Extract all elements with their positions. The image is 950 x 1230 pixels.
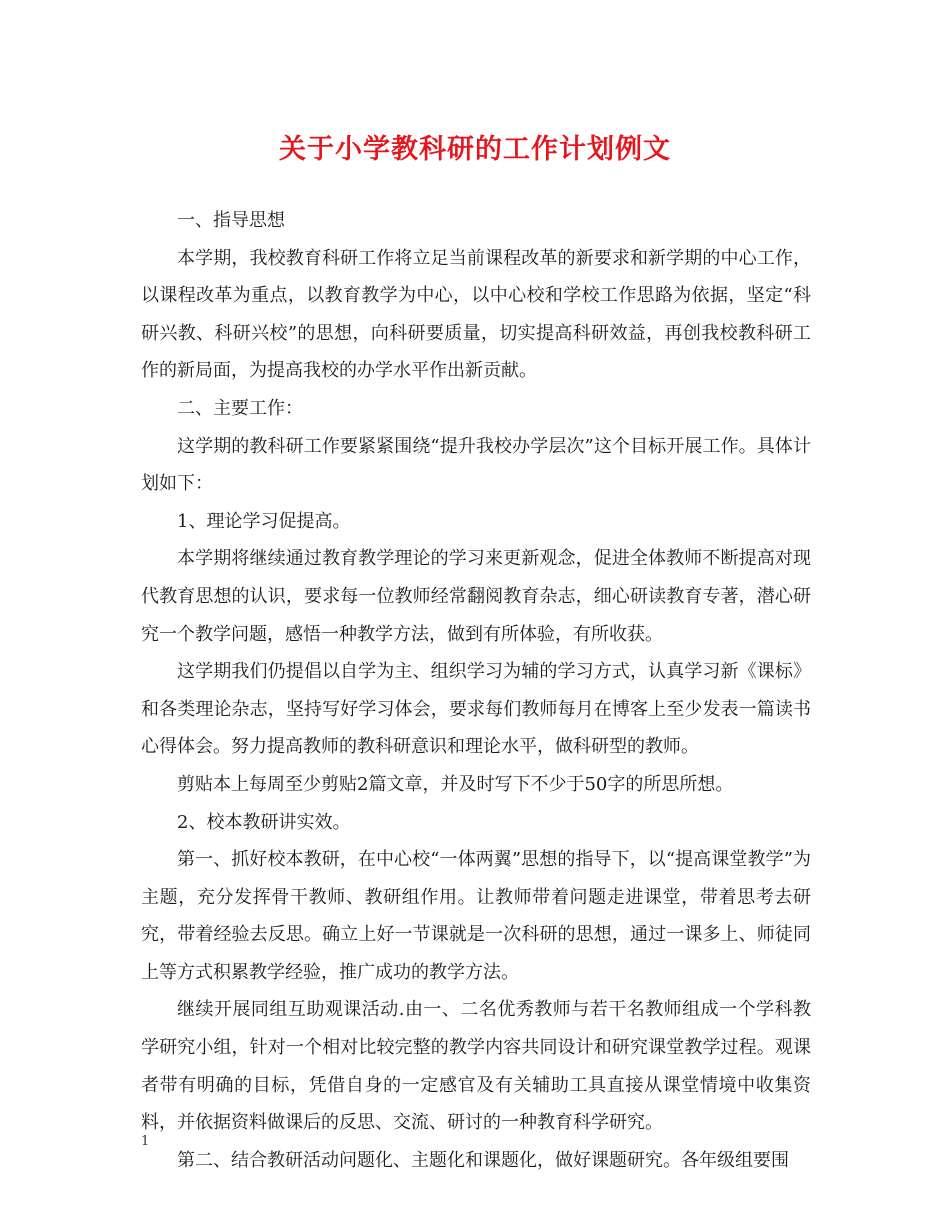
document-body <box>141 202 811 1179</box>
body-paragraph: 本学期将继续通过教育教学理论的学习来更新观念，促进全体教师不断提高对现代教育思想的认识，要求每一位教师经常翻阅教育杂志，细心研读教育专著，潜心研究一个教学问题，感悟一种教学方法，做到有所体验，有所收获。 <box>141 548 811 645</box>
section-heading: 一、指导思想 <box>177 210 285 231</box>
body-paragraph: 本学期，我校教育科研工作将立足当前课程改革的新要求和新学期的中心工作，以课程改革为重点，以教育教学为中心，以中心校和学校工作思路为依据，坚定“科研兴教、科研兴校”的思想，向科研要质量，切实提高科研效益，再创我校教科研工作的新局面，为提高我校的办学水平作出新贡献。 <box>141 247 811 382</box>
body-paragraph: 第一、抓好校本教研，在中心校“一体两翼”思想的指导下，以“提高课堂教学”为主题，充分发挥骨干教师、教研组作用。让教师带着问题走进课堂，带着思考去研究，带着经验去反思。确立上好一节课就是一次科研的思想，通过一课多上、师徒同上等方式积累教学经验，推广成功的教学方法。 <box>141 849 811 983</box>
section-heading: 二、主要工作： <box>177 397 303 419</box>
subsection-heading: 1、理论学习促提高。 <box>177 510 351 532</box>
page-title: 关于小学教科研的工作计划例文 <box>279 134 671 165</box>
body-paragraph: 这学期的教科研工作要紧紧围绕“提升我校办学层次”这个目标开展工作。具体计划如下： <box>141 435 811 495</box>
body-paragraph: 剪贴本上每周至少剪贴2篇文章，并及时写下不少于50字的所思所想。 <box>177 773 734 795</box>
body-paragraph: 第二、结合教研活动问题化、主题化和课题化，做好课题研究。各年级组要围 <box>177 1149 789 1171</box>
body-paragraph: 这学期我们仍提倡以自学为主、组织学习为辅的学习方式，认真学习新《课标》和各类理论杂志，坚持写好学习体会，要求每们教师每月在博客上至少发表一篇读书心得体会。努力提高教师的教科研意识和理论水平，做科研型的教师。 <box>141 661 811 758</box>
body-paragraph: 继续开展同组互助观课活动.由一、二名优秀教师与若干名教师组成一个学科教学研究小组，针对一个相对比较完整的教学内容共同设计和研究课堂教学过程。观课者带有明确的目标，凭借自身的一定感官及有关辅助工具直接从课堂情境中收集资料，并依据资料做课后的反思、交流、研讨的一种教育科学研究。 <box>141 999 811 1134</box>
subsection-heading: 2、校本教研讲实效。 <box>177 811 351 833</box>
page-number: 1 <box>141 1134 150 1149</box>
